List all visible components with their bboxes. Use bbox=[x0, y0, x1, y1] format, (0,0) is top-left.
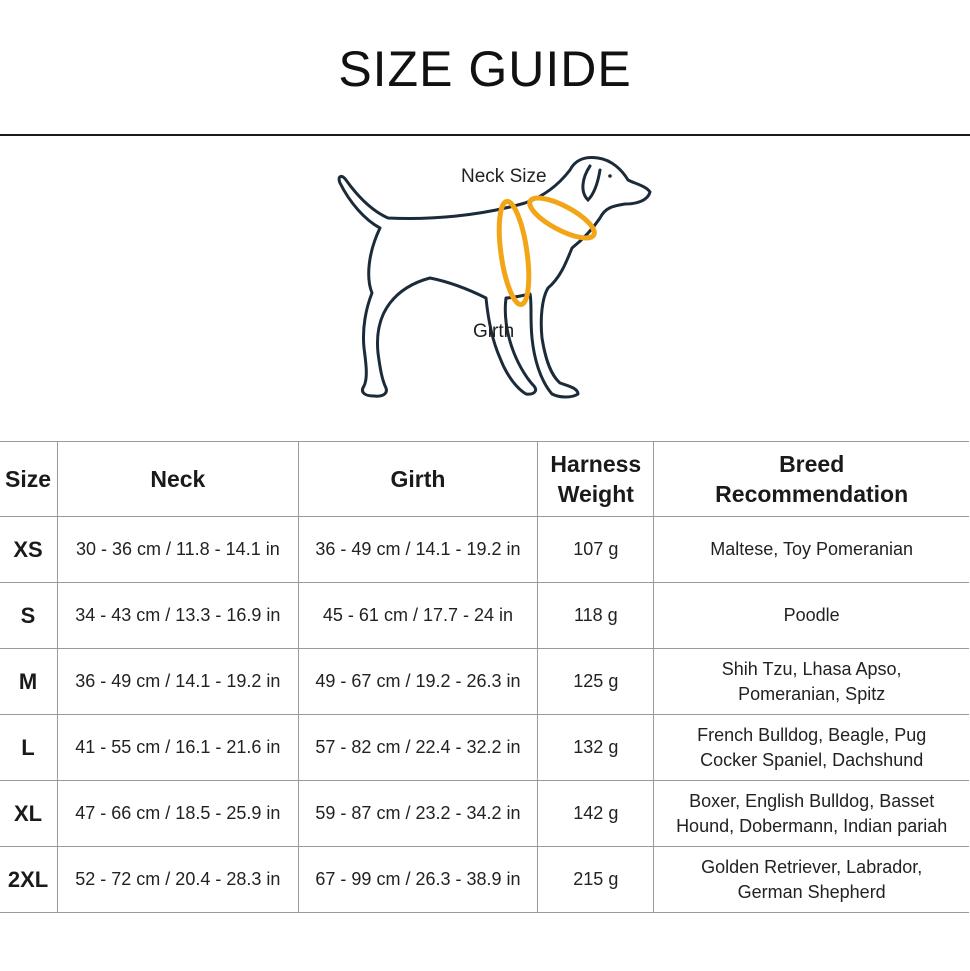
header-size: Size bbox=[0, 442, 58, 517]
header-weight-line1: Harness bbox=[550, 451, 642, 477]
size-cell: XL bbox=[0, 781, 58, 847]
table-row bbox=[0, 583, 969, 649]
neck-cell: 30 - 36 cm / 11.8 - 14.1 in bbox=[58, 517, 299, 583]
dog-ear bbox=[583, 166, 600, 200]
table-row bbox=[0, 517, 969, 583]
girth-cell: 57 - 82 cm / 22.4 - 32.2 in bbox=[298, 715, 538, 781]
weight-cell: 142 g bbox=[538, 781, 654, 847]
girth-measure-ring bbox=[494, 200, 534, 307]
breed-line2: Pomeranian, Spitz bbox=[738, 683, 886, 704]
girth-cell: 36 - 49 cm / 14.1 - 19.2 in bbox=[298, 517, 538, 583]
weight-cell: 215 g bbox=[538, 847, 654, 913]
size-cell: L bbox=[0, 715, 58, 781]
weight-cell: 118 g bbox=[538, 583, 654, 649]
table-row bbox=[0, 649, 969, 715]
neck-size-label: Neck Size bbox=[461, 166, 547, 187]
size-cell: XS bbox=[0, 517, 58, 583]
neck-cell: 47 - 66 cm / 18.5 - 25.9 in bbox=[58, 781, 299, 847]
size-cell: S bbox=[0, 583, 58, 649]
neck-cell: 41 - 55 cm / 16.1 - 21.6 in bbox=[58, 715, 299, 781]
neck-cell: 36 - 49 cm / 14.1 - 19.2 in bbox=[58, 649, 299, 715]
table-header-row bbox=[0, 442, 969, 517]
header-breed-recommendation bbox=[654, 442, 969, 517]
breed-cell bbox=[654, 649, 969, 715]
breed-cell bbox=[654, 847, 969, 913]
breed-line1: Maltese, Toy Pomeranian bbox=[710, 539, 914, 559]
breed-cell bbox=[654, 583, 969, 649]
weight-cell: 125 g bbox=[538, 649, 654, 715]
size-table bbox=[0, 441, 969, 913]
size-cell: 2XL bbox=[0, 847, 58, 913]
breed-line2: Cocker Spaniel, Dachshund bbox=[700, 749, 924, 770]
dog-outline bbox=[339, 158, 650, 398]
header-girth: Girth bbox=[298, 442, 538, 517]
girth-cell: 59 - 87 cm / 23.2 - 34.2 in bbox=[298, 781, 538, 847]
weight-cell: 107 g bbox=[538, 517, 654, 583]
girth-label: Girth bbox=[473, 321, 515, 342]
size-cell: M bbox=[0, 649, 58, 715]
header-breed-line2: Recommendation bbox=[715, 481, 909, 507]
breed-line1: French Bulldog, Beagle, Pug bbox=[697, 724, 927, 745]
girth-cell: 67 - 99 cm / 26.3 - 38.9 in bbox=[298, 847, 538, 913]
header-breed-line1: Breed bbox=[779, 451, 845, 477]
weight-cell: 132 g bbox=[538, 715, 654, 781]
header-weight-line2: Weight bbox=[557, 481, 634, 507]
breed-line2: German Shepherd bbox=[737, 881, 886, 902]
header-harness-weight bbox=[538, 442, 654, 517]
dog-eye bbox=[608, 174, 612, 178]
breed-cell bbox=[654, 715, 969, 781]
header-neck: Neck bbox=[58, 442, 299, 517]
neck-cell: 34 - 43 cm / 13.3 - 16.9 in bbox=[58, 583, 299, 649]
breed-line1: Shih Tzu, Lhasa Apso, bbox=[721, 658, 902, 679]
girth-cell: 45 - 61 cm / 17.7 - 24 in bbox=[298, 583, 538, 649]
neck-cell: 52 - 72 cm / 20.4 - 28.3 in bbox=[58, 847, 299, 913]
breed-cell bbox=[654, 781, 969, 847]
table-row bbox=[0, 847, 969, 913]
breed-line1: Poodle bbox=[783, 605, 840, 625]
table-row bbox=[0, 715, 969, 781]
girth-cell: 49 - 67 cm / 19.2 - 26.3 in bbox=[298, 649, 538, 715]
page-title: SIZE GUIDE bbox=[338, 41, 632, 97]
breed-line2: Hound, Dobermann, Indian pariah bbox=[676, 815, 948, 836]
breed-cell bbox=[654, 517, 969, 583]
breed-line1: Golden Retriever, Labrador, bbox=[701, 856, 923, 877]
table-row bbox=[0, 781, 969, 847]
breed-line1: Boxer, English Bulldog, Basset bbox=[689, 790, 935, 811]
title-divider bbox=[0, 134, 970, 136]
